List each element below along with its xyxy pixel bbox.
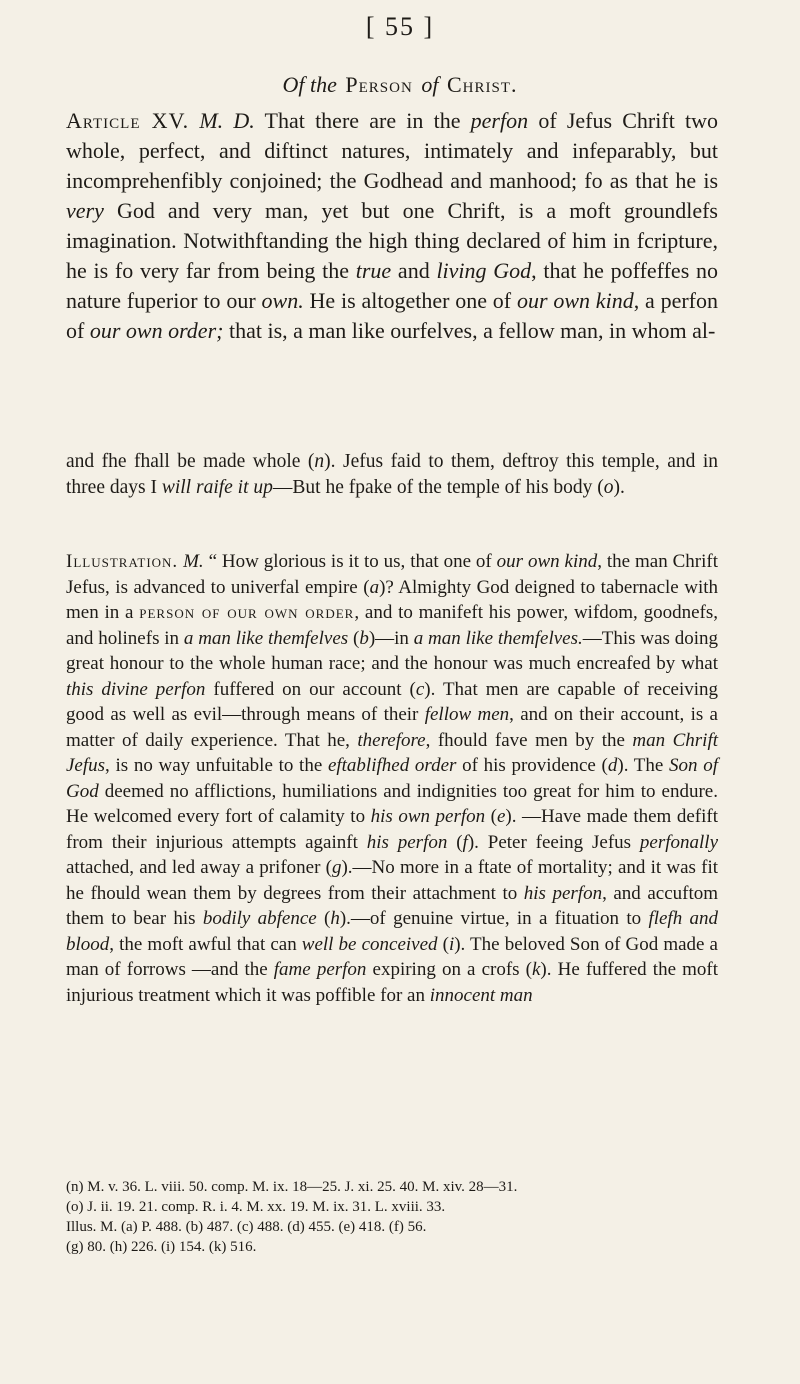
- article-text: of Jefus Chrift two whole, perfect, and diftinct natures, intimately and infeparably, but incomprehenfibly conjoined; the Godhead and manhood; fo as that he is: [66, 108, 719, 193]
- illustration-text: ). That men are capable of receiving good as well as evil—through means of their: [66, 678, 719, 725]
- scripture-text: ). Jefus faid to them, deftroy this temple, and in three days I: [66, 451, 718, 498]
- scripture-paragraph: [66, 449, 718, 500]
- illustration-text: (: [437, 933, 449, 955]
- article-speaker: M. D.: [199, 108, 255, 133]
- page-number: [ 55 ]: [365, 12, 435, 41]
- illustration-text: ). The beloved Son of God made a man of forrows —and the: [66, 933, 718, 980]
- note-marker: b: [359, 627, 369, 649]
- note-marker: e: [496, 806, 506, 827]
- illustration-text: , and to manifeft his power, wifdom, goodnefs, and holinefs in: [66, 602, 718, 649]
- note-marker: n: [314, 451, 325, 472]
- article-emphasis: perfon: [470, 108, 529, 133]
- illustration-text: deemed no afflictions, humiliations and indignities too great for him to endure. He welcomed every fort of calamity to: [66, 780, 718, 827]
- illustration-text: ). —Have made them defift from their injurious attempts againft: [66, 806, 718, 853]
- article-text: , a perfon of: [66, 288, 719, 343]
- article-text: and: [391, 258, 437, 283]
- illustration-text: “ How glorious is it to us, that one of: [203, 551, 497, 572]
- illustration-label: Illustration.: [66, 551, 179, 572]
- illustration-text: ). He fuffered the moft injurious treatment which it was poffible for an: [66, 959, 718, 1006]
- illustration-text: (: [348, 627, 360, 649]
- illustration-emphasis: a man like themfelves: [183, 627, 349, 649]
- illustration-text: , and accuftom them to bear his: [66, 882, 719, 929]
- article-text: That there are in the: [254, 108, 471, 133]
- illustration-emphasis: therefore: [357, 729, 426, 751]
- scripture-text: —But he fpake of the temple of his body (: [272, 476, 604, 498]
- illustration-emphasis: well be conceived: [301, 933, 438, 955]
- illustration-small-caps: person of our own order: [139, 602, 355, 623]
- illustration-emphasis: Son of God: [66, 755, 719, 802]
- article-text: He is altogether one of: [303, 288, 517, 313]
- scripture-text: and fhe fhall be made whole (: [66, 451, 315, 472]
- heading-of: of: [421, 72, 439, 97]
- illustration-text: , and on their account, is a matter of daily experience. That he,: [66, 704, 718, 751]
- article-emphasis: own.: [261, 288, 304, 313]
- illustration-emphasis: a man like themfelves.: [413, 627, 583, 649]
- illustration-text: attached, and led away a prifoner (: [66, 857, 332, 878]
- illustration-text: fuffered on our account (: [205, 678, 416, 700]
- footnote-line: (g) 80. (h) 226. (i) 154. (k) 516.: [66, 1239, 257, 1255]
- article-label: Article XV.: [66, 108, 190, 133]
- footnote-line: (o) J. ii. 19. 21. comp. R. i. 4. M. xx. 19. M. ix. 31. L. xviii. 33.: [66, 1199, 446, 1215]
- article-paragraph: [66, 106, 718, 346]
- note-marker: d: [607, 755, 618, 776]
- illustration-text: (: [316, 908, 331, 929]
- illustration-emphasis: eftablifhed order: [327, 755, 457, 776]
- illustration-emphasis: his perfon: [523, 882, 603, 904]
- illustration-text: (: [485, 806, 497, 827]
- scripture-text: ).: [613, 476, 625, 498]
- illustration-text: of his providence (: [456, 755, 608, 776]
- illustration-text: )? Almighty God deigned to tabernacle with men in a: [66, 576, 718, 623]
- illustration-speaker: M.: [183, 551, 204, 572]
- illustration-text: ). Peter feeing Jefus: [467, 831, 640, 853]
- article-text: , that he poffeffes no nature fuperior to our: [66, 258, 718, 313]
- illustration-emphasis: his perfon: [366, 831, 448, 853]
- footnote-line: Illus. M. (a) P. 488. (b) 487. (c) 488. (d) 455. (e) 418. (f) 56.: [66, 1219, 427, 1235]
- illustration-text: , fhould fave men by the: [425, 729, 633, 751]
- illustration-emphasis: bodily abfence: [202, 908, 317, 929]
- illustration-emphasis: innocent man: [429, 984, 533, 1006]
- scripture-emphasis: will raife it up: [161, 476, 273, 498]
- illustration-text: , the man Chrift Jefus, is advanced to univerfal empire (: [66, 551, 719, 598]
- illustration-emphasis: man Chrift Jefus: [66, 729, 719, 776]
- heading-christ: Christ.: [446, 72, 518, 97]
- illustration-text: ).—No more in a ftate of mortality; and it was fit he fhould wean them by degrees from their attachment to: [66, 857, 719, 904]
- heading-person: Person: [345, 72, 413, 97]
- illustration-text: ). The: [617, 755, 670, 776]
- illustration-text: , is no way unfuitable to the: [105, 755, 328, 776]
- note-marker: k: [531, 959, 541, 980]
- illustration-emphasis: fame perfon: [273, 959, 367, 980]
- section-heading: [0, 72, 800, 98]
- note-marker: o: [603, 476, 614, 498]
- note-marker: i: [448, 933, 455, 955]
- footnotes: [66, 1177, 718, 1257]
- heading-of-the: Of the: [282, 72, 337, 97]
- illustration-emphasis: our own kind: [496, 551, 598, 572]
- illustration-emphasis: flefh and blood: [66, 908, 719, 955]
- note-marker: h: [330, 908, 340, 929]
- illustration-text: , the moft awful that can: [109, 933, 302, 955]
- article-emphasis: our own order;: [89, 318, 224, 343]
- article-emphasis: living God: [436, 258, 532, 283]
- article-emphasis: very: [66, 198, 104, 223]
- article-text: God and very man, yet but one Chrift, is a moft groundlefs imagination. Notwithftanding the high thing declared of him in fcripture, he is fo very far from being the: [66, 198, 718, 283]
- illustration-text: ).—of genuine virtue, in a fituation to: [339, 908, 649, 929]
- illustration-text: (: [447, 831, 463, 853]
- note-marker: g: [331, 857, 342, 878]
- note-marker: f: [462, 831, 468, 853]
- illustration-text: —This was doing great honour to the whole human race; and the honour was much encreafed by what: [66, 627, 718, 674]
- illustration-text: expiring on a crofs (: [366, 959, 532, 980]
- note-marker: c: [415, 678, 425, 700]
- illustration-emphasis: perfonally: [639, 831, 719, 853]
- article-emphasis: true: [355, 258, 392, 283]
- article-text: that is, a man like ourfelves, a fellow man, in whom al-: [223, 318, 716, 343]
- article-emphasis: our own kind: [516, 288, 634, 313]
- note-marker: a: [369, 576, 380, 598]
- footnote-line: (n) M. v. 36. L. viii. 50. comp. M. ix. 18—25. J. xi. 25. 40. M. xiv. 28—31.: [66, 1179, 518, 1195]
- illustration-text: )—in: [368, 627, 414, 649]
- illustration-emphasis: this divine perfon: [66, 678, 206, 700]
- illustration-emphasis: his own perfon: [370, 806, 486, 827]
- illustration-emphasis: fellow men: [424, 704, 510, 725]
- illustration-paragraph: [66, 549, 718, 1008]
